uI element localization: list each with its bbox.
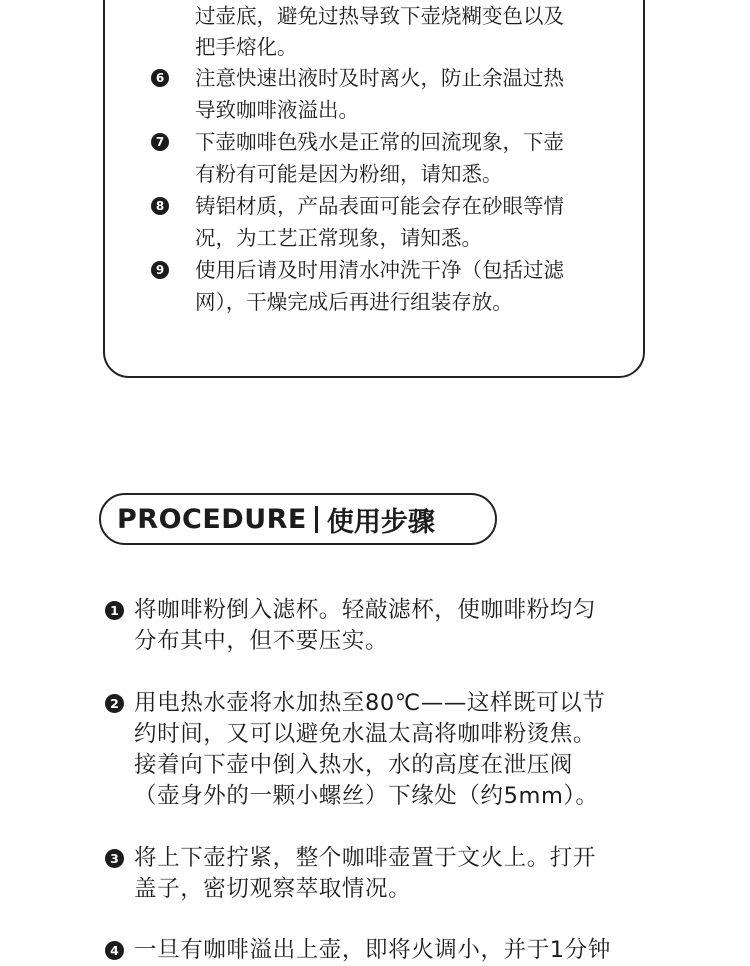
note-number-badge: 6	[151, 69, 169, 87]
note-item-line: 使用后请及时用清水冲洗干净（包括过滤	[195, 258, 564, 282]
note-lead-line: 把手熔化。	[195, 35, 298, 59]
procedure-title-en: PROCEDURE	[117, 503, 307, 535]
note-item-line: 下壶咖啡色残水是正常的回流现象，下壶	[195, 130, 564, 154]
step-line: （壶身外的一颗小螺丝）下缘处（约5mm）。	[134, 783, 599, 809]
step-line: 将上下壶拧紧，整个咖啡壶置于文火上。打开	[134, 845, 597, 871]
step-line: 约时间，又可以避免水温太高将咖啡粉烫焦。	[134, 721, 597, 747]
note-item-line: 导致咖啡液溢出。	[195, 98, 359, 122]
note-item-line: 况，为工艺正常现象，请知悉。	[195, 226, 482, 250]
note-number-badge: 7	[151, 133, 169, 151]
step-line: 接着向下壶中倒入热水，水的高度在泄压阀	[134, 752, 573, 778]
note-item-line: 铸铝材质，产品表面可能会存在砂眼等情	[195, 194, 564, 218]
procedure-title	[99, 493, 497, 545]
note-number-badge: 9	[151, 261, 169, 279]
step-number-badge: 3	[105, 849, 124, 868]
step-line: 用电热水壶将水加热至80℃——这样既可以节	[134, 690, 606, 716]
note-number-badge: 8	[151, 197, 169, 215]
note-item-line: 注意快速出液时及时离火，防止余温过热	[195, 66, 564, 90]
step-number-badge: 2	[105, 694, 124, 713]
title-divider	[315, 506, 318, 533]
note-lead-line: 过壶底，避免过热导致下壶烧糊变色以及	[195, 4, 564, 28]
step-number-badge: 1	[105, 601, 124, 620]
note-item-line: 有粉有可能是因为粉细，请知悉。	[195, 162, 503, 186]
step-number-badge: 4	[105, 941, 124, 960]
note-item-line: 网），干燥完成后再进行组装存放。	[195, 290, 513, 314]
step-line: 盖子，密切观察萃取情况。	[134, 876, 412, 902]
procedure-title-cn: 使用步骤	[326, 506, 435, 538]
step-line: 分布其中，但不要压实。	[134, 628, 389, 654]
step-line: 将咖啡粉倒入滤杯。轻敲滤杯，使咖啡粉均匀	[134, 597, 597, 623]
step-line: 一旦有咖啡溢出上壶，即将火调小，并于1分钟	[134, 937, 611, 963]
